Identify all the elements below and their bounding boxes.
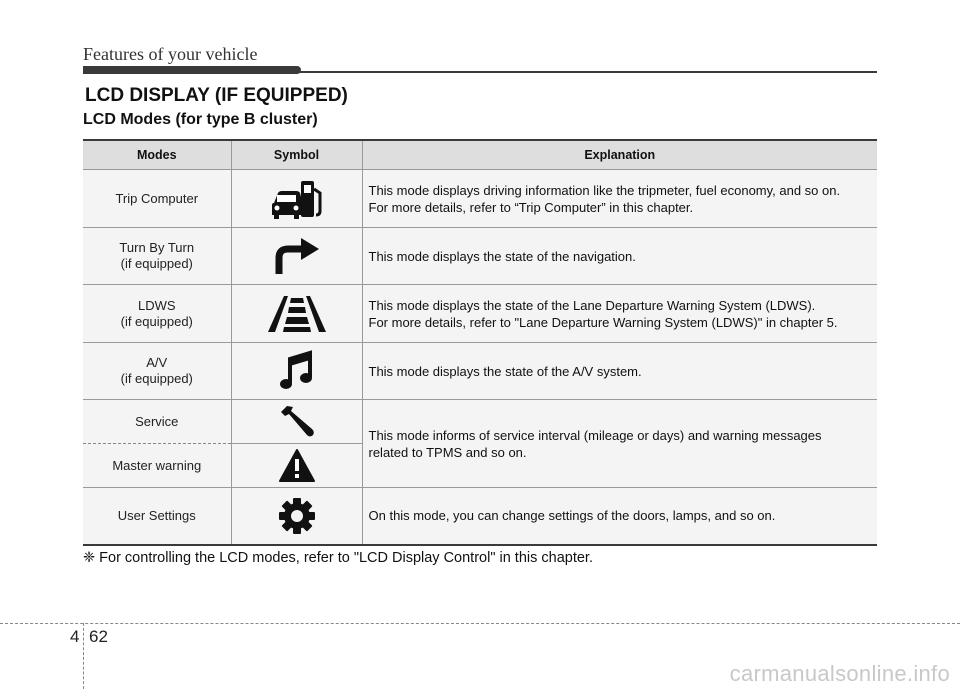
symbol-cell <box>231 170 362 228</box>
symbol-cell <box>231 488 362 545</box>
explanation-line: On this mode, you can change settings of the doors, lamps, and so on. <box>368 508 776 524</box>
header-rule <box>300 71 877 73</box>
lane-departure-icon <box>264 292 330 336</box>
explanation-line: This mode informs of service interval (mileage or days) and warning messages <box>368 427 822 443</box>
mode-name: Turn By Turn <box>119 240 195 255</box>
explanation-cell <box>362 170 877 228</box>
explanation-line: This mode displays the state of the A/V system. <box>368 363 642 379</box>
explanation-line: For more details, refer to "Lane Departure Warning System (LDWS)" in chapter 5. <box>368 314 838 330</box>
mode-cell <box>83 343 231 400</box>
symbol-cell <box>231 400 362 444</box>
mode-note: (if equipped) <box>120 371 193 386</box>
table-header-row <box>83 140 877 170</box>
table-row <box>83 343 877 400</box>
running-header: Features of your vehicle <box>83 44 258 64</box>
table-row <box>83 400 877 444</box>
footnote-mark: ❈ <box>83 550 96 566</box>
mode-name: Master warning <box>112 457 202 473</box>
explanation-line: related to TPMS and so on. <box>368 444 527 460</box>
explanation-cell <box>362 400 877 488</box>
page-number: 62 <box>89 627 108 646</box>
mode-name: User Settings <box>117 507 196 523</box>
mode-cell <box>83 170 231 228</box>
chapter-number: 4 <box>70 627 80 646</box>
mode-cell <box>83 444 231 488</box>
wrench-icon <box>277 403 317 441</box>
watermark: carmanualsonline.info <box>729 661 950 686</box>
explanation-cell <box>362 228 877 285</box>
symbol-cell <box>231 343 362 400</box>
gear-icon <box>277 496 317 536</box>
explanation-line: For more details, refer to “Trip Computer” in this chapter. <box>368 199 694 215</box>
turn-arrow-icon <box>271 234 323 278</box>
header-explanation: Explanation <box>362 140 877 170</box>
trip-computer-icon <box>268 177 326 221</box>
section-subtitle: LCD Modes (for type B cluster) <box>83 111 318 128</box>
explanation-line: This mode displays the state of the Lane Departure Warning System (LDWS). <box>368 297 816 313</box>
explanation-line: This mode displays driving information like the tripmeter, fuel economy, and so on. <box>368 182 841 198</box>
table-row <box>83 170 877 228</box>
table-row <box>83 228 877 285</box>
symbol-cell <box>231 228 362 285</box>
mode-name: LDWS <box>137 297 176 313</box>
mode-cell <box>83 285 231 343</box>
header-modes: Modes <box>83 140 231 170</box>
footnote <box>83 550 593 566</box>
table-row <box>83 488 877 545</box>
footer-divider <box>83 623 84 689</box>
mode-name: A/V <box>146 355 168 370</box>
section-title: LCD DISPLAY (IF EQUIPPED) <box>85 85 348 106</box>
mode-note: (if equipped) <box>120 256 193 271</box>
header-bar <box>83 66 301 74</box>
header-symbol: Symbol <box>231 140 362 170</box>
mode-name: Trip Computer <box>115 190 199 206</box>
mode-cell <box>83 228 231 285</box>
explanation-line: This mode displays the state of the navigation. <box>368 248 636 264</box>
explanation-cell <box>362 285 877 343</box>
explanation-cell <box>362 488 877 545</box>
mode-cell <box>83 400 231 444</box>
footer-rule <box>0 623 960 624</box>
mode-cell <box>83 488 231 545</box>
mode-note: (if equipped) <box>120 313 193 329</box>
footnote-text: For controlling the LCD modes, refer to "LCD Display Control" in this chapter. <box>99 550 593 566</box>
symbol-cell <box>231 444 362 488</box>
lcd-modes-table <box>83 139 877 546</box>
music-note-icon <box>277 349 317 393</box>
symbol-cell <box>231 285 362 343</box>
table-row <box>83 285 877 343</box>
warning-triangle-icon <box>277 448 317 484</box>
mode-name: Service <box>135 413 179 429</box>
explanation-cell <box>362 343 877 400</box>
